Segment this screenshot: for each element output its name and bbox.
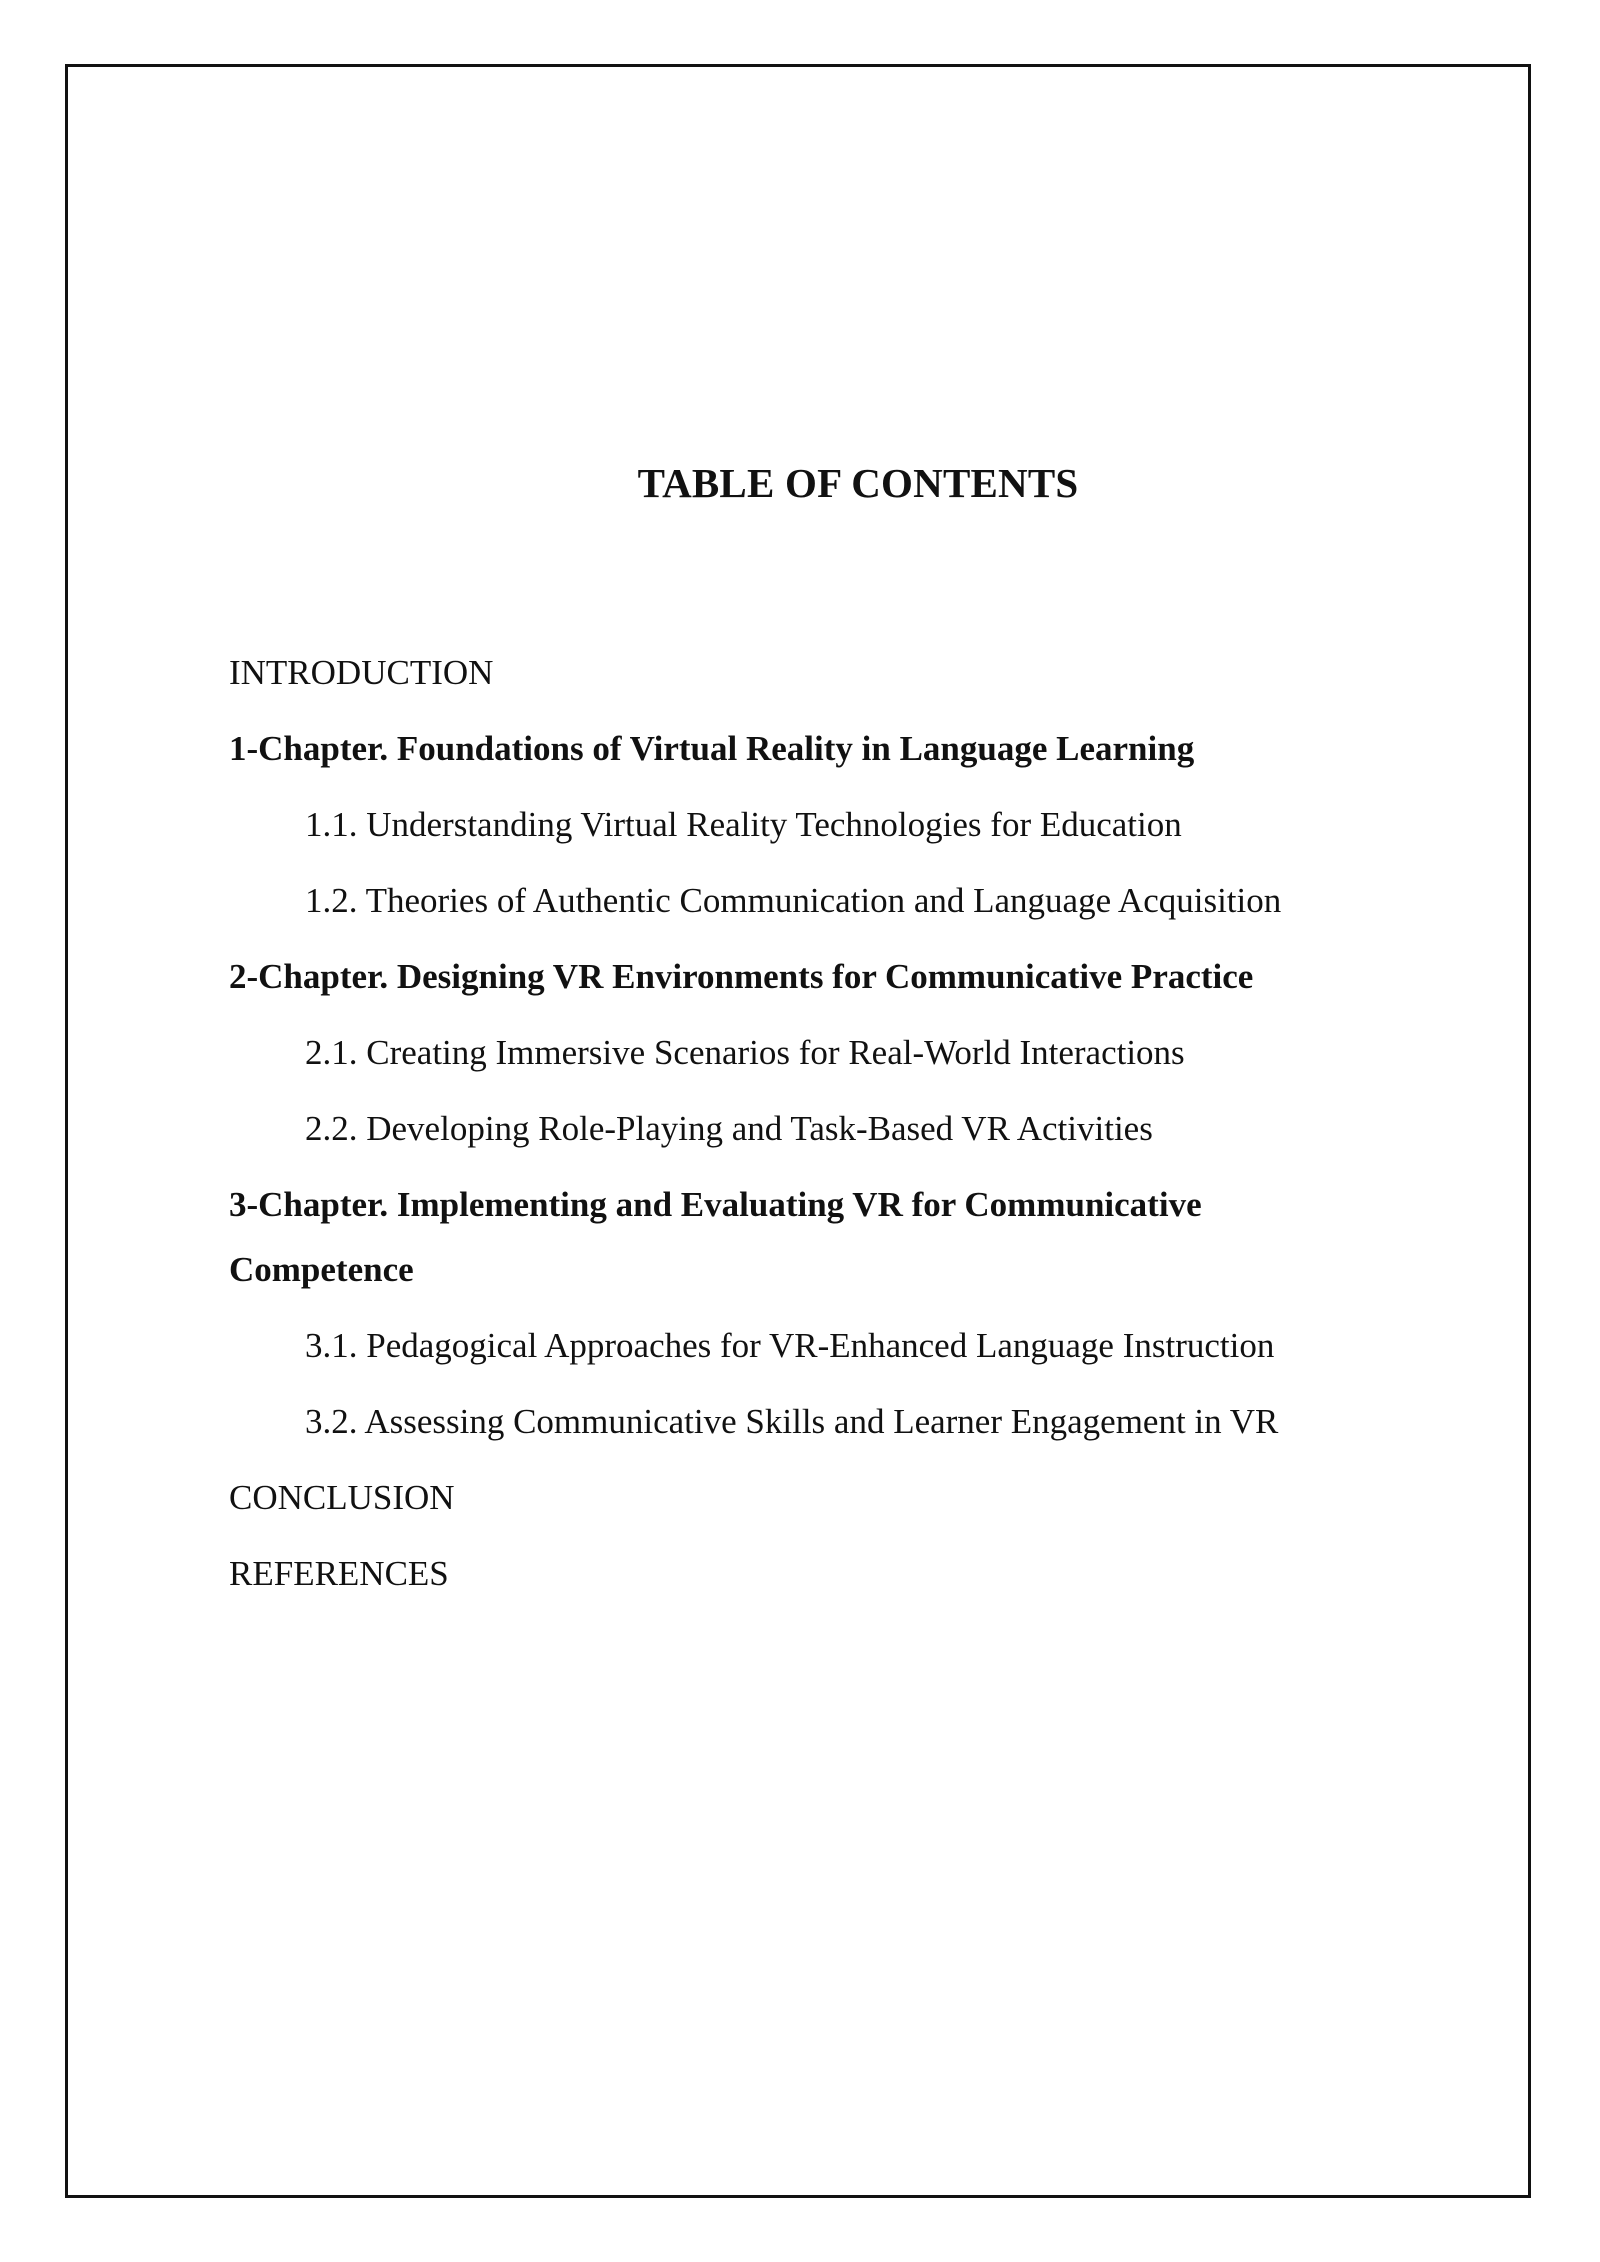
toc-chapter-1: 1-Chapter. Foundations of Virtual Reality in Language Learning (229, 729, 1195, 768)
toc-entry-conclusion: CONCLUSION (229, 1478, 455, 1517)
toc-section-2-2: 2.2. Developing Role-Playing and Task-Based VR Activities (305, 1109, 1153, 1148)
toc-chapter-3: 3-Chapter. Implementing and Evaluating VR for Communicative Competence (229, 1185, 1202, 1289)
toc-section-2-1: 2.1. Creating Immersive Scenarios for Real-World Interactions (305, 1033, 1185, 1072)
toc-section-3-2: 3.2. Assessing Communicative Skills and Learner Engagement in VR (305, 1402, 1279, 1441)
toc-section-1-2: 1.2. Theories of Authentic Communication and Language Acquisition (305, 881, 1282, 920)
toc-chapter-2: 2-Chapter. Designing VR Environments for Communicative Practice (229, 957, 1254, 996)
toc-list (229, 640, 1429, 1617)
toc-entry-references: REFERENCES (229, 1554, 449, 1593)
toc-section-3-1: 3.1. Pedagogical Approaches for VR-Enhanced Language Instruction (305, 1326, 1275, 1365)
toc-title: TABLE OF CONTENTS (637, 460, 1079, 506)
toc-section-1-1: 1.1. Understanding Virtual Reality Technologies for Education (305, 805, 1182, 844)
toc-entry-introduction: INTRODUCTION (229, 653, 494, 692)
